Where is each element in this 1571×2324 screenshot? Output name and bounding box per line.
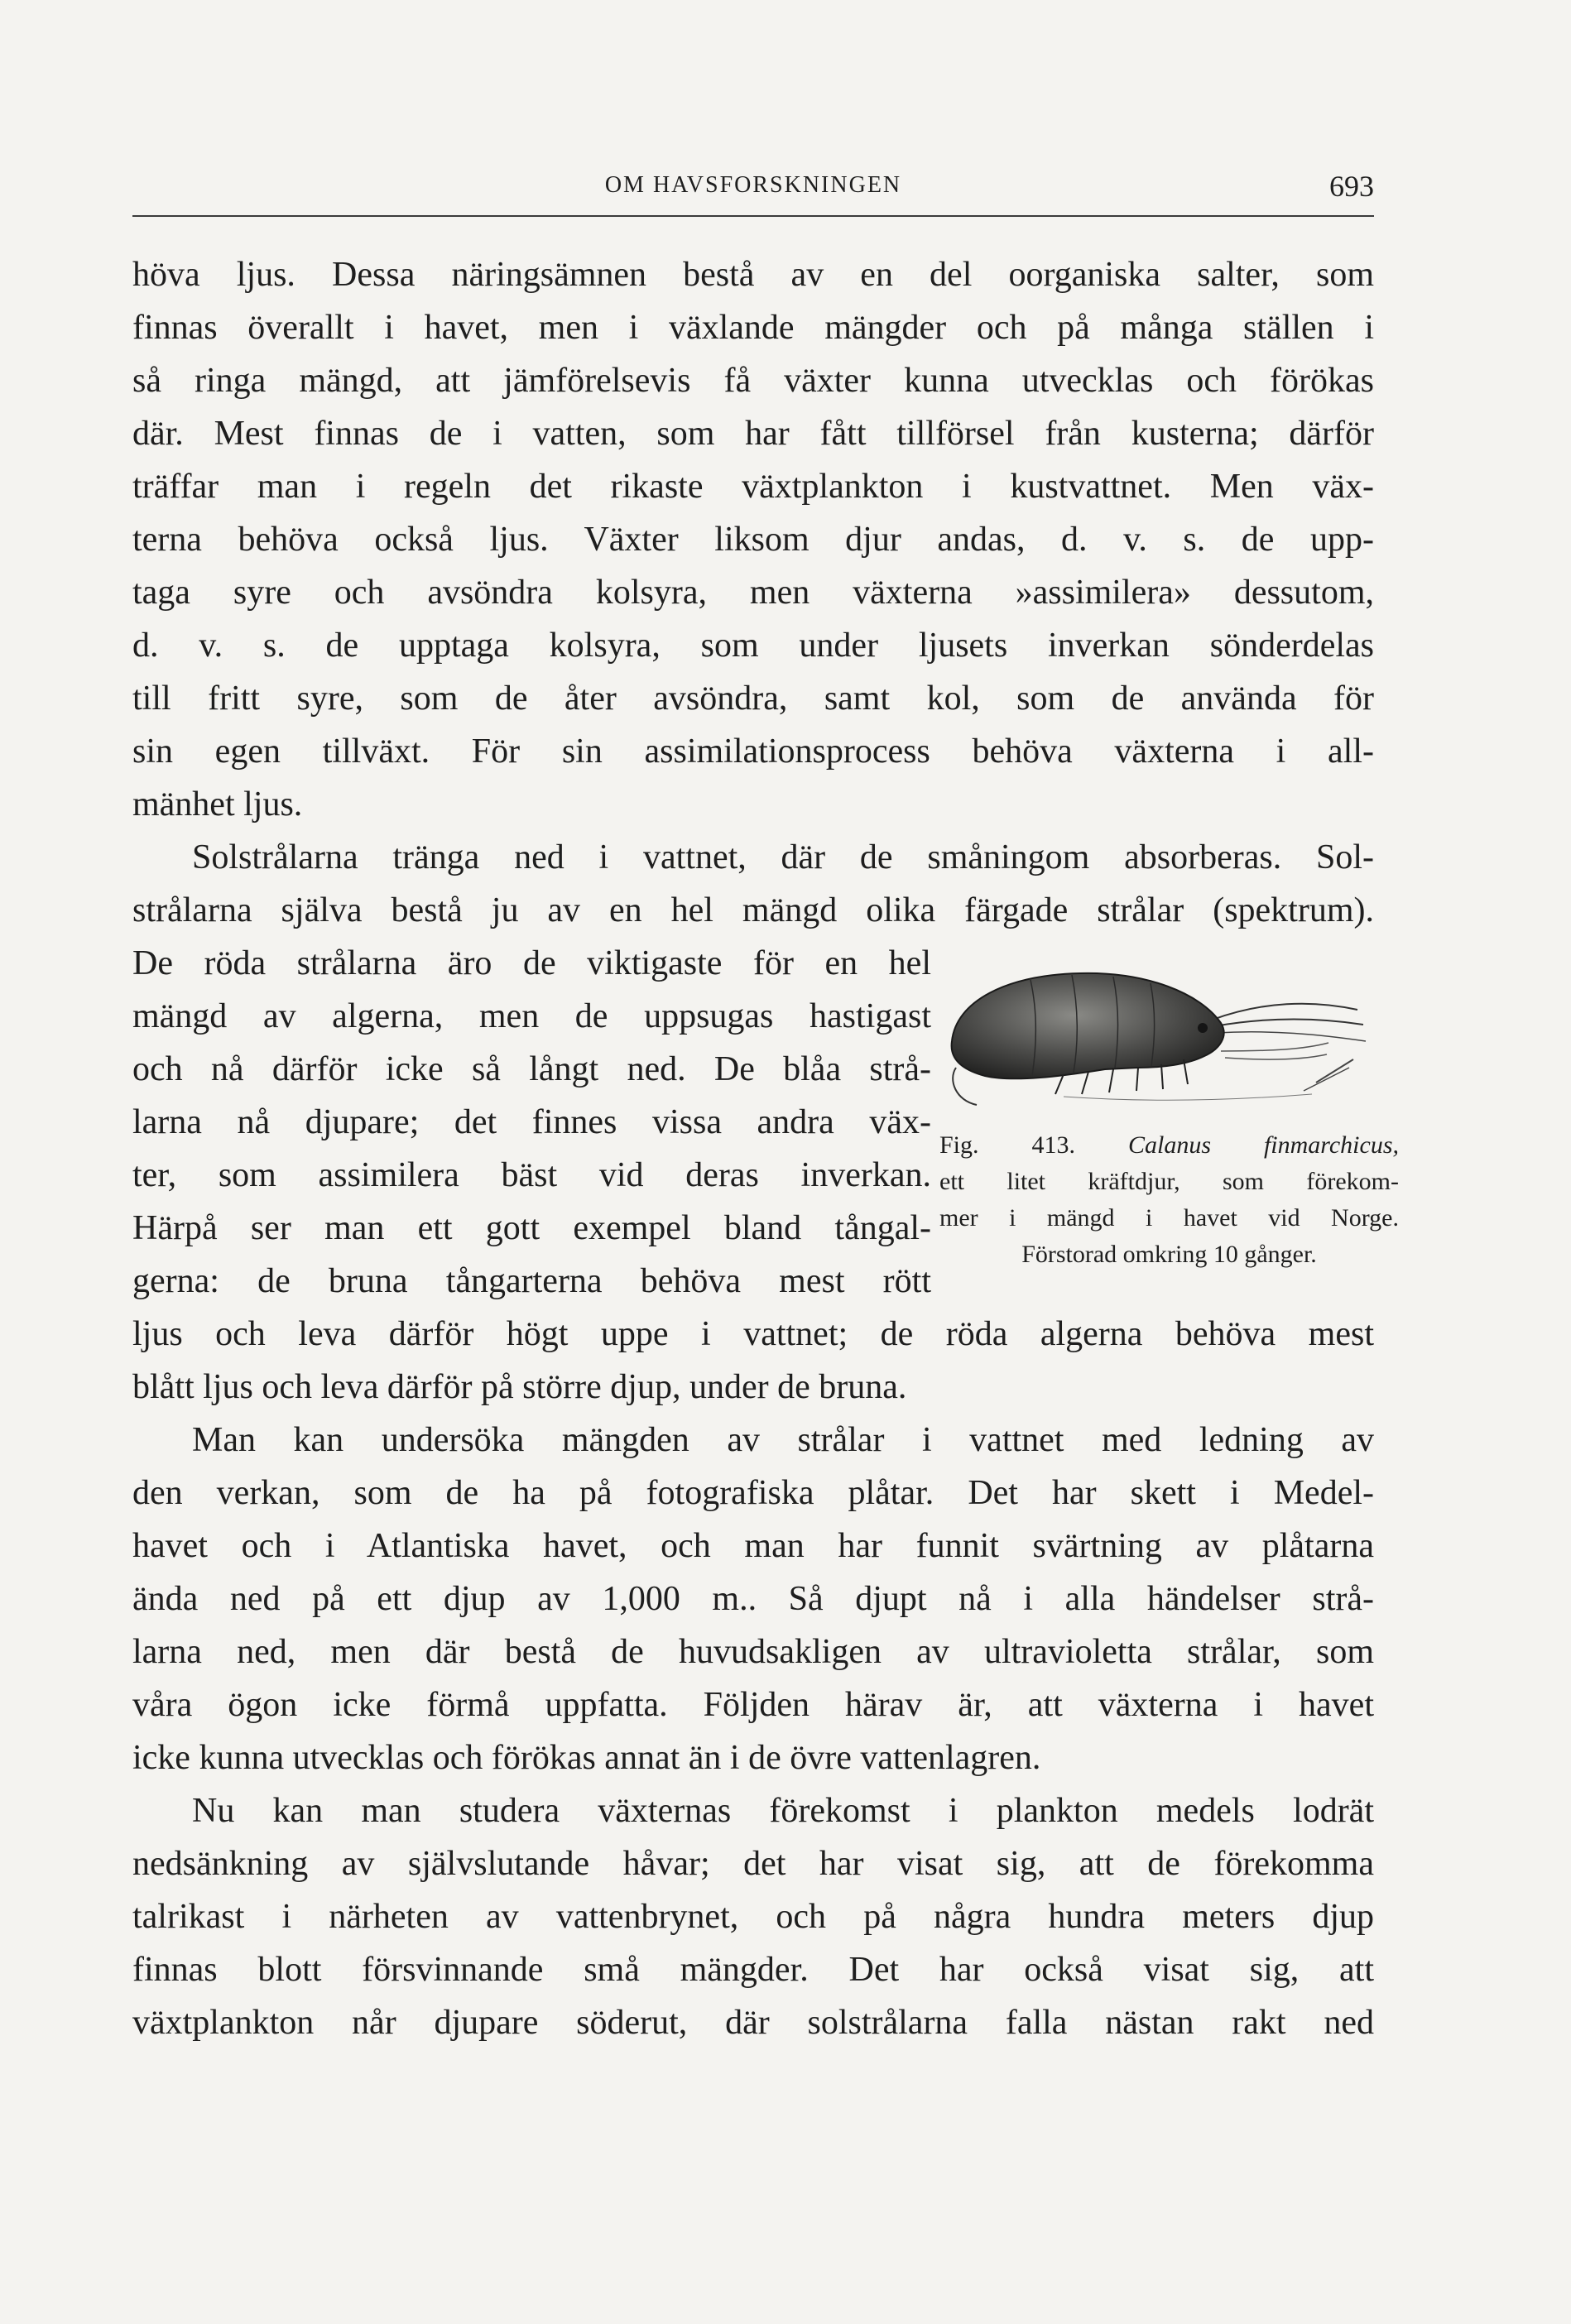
running-header <box>132 166 1374 207</box>
text-line: strålarna själva bestå ju av en hel mängd olika färgade strålar (spektrum). <box>132 891 1374 929</box>
text-line: nedsänkning av självslutande håvar; det har visat sig, att de förekomma <box>132 1845 1374 1883</box>
copepod-illustration-icon <box>939 944 1370 1117</box>
text-line: gerna: de bruna tångarterna behöva mest rött <box>132 1262 931 1300</box>
text-line: d. v. s. de upptaga kolsyra, som under ljusets inverkan sönderdelas <box>132 627 1374 665</box>
running-title: OM HAVSFORSKNINGEN <box>604 172 902 198</box>
text-line: höva ljus. Dessa näringsämnen bestå av en del oorganiska salter, som <box>132 256 1374 294</box>
text-line: ljus och leva därför högt uppe i vattnet; de röda algerna behöva mest <box>132 1315 1374 1353</box>
text-line: Härpå ser man ett gott exempel bland tångal- <box>132 1209 931 1247</box>
header-rule <box>132 215 1374 217</box>
text-line: våra ögon icke förmå uppfatta. Följden härav är, att växterna i havet <box>132 1686 1374 1724</box>
text-line: den verkan, som de ha på fotografiska plåtar. Det har skett i Medel- <box>132 1474 1374 1512</box>
text-line: träffar man i regeln det rikaste växtplankton i kustvattnet. Men väx- <box>132 468 1374 506</box>
text-line: och nå därför icke så långt ned. De blåa strå- <box>132 1050 931 1088</box>
text-line: talrikast i närheten av vattenbrynet, och på några hundra meters djup <box>132 1898 1374 1936</box>
text-line: finnas överallt i havet, men i växlande mängder och på många ställen i <box>132 309 1374 347</box>
figure-caption-line2: ett litet kräftdjur, som förekom- <box>939 1168 1399 1195</box>
text-line: så ringa mängd, att jämförelsevis få växter kunna utvecklas och förökas <box>132 362 1374 400</box>
text-line: mängd av algerna, men de uppsugas hastigast <box>132 997 931 1035</box>
figure-caption-line1 <box>939 1127 1399 1164</box>
figure-caption-line4: Förstorad omkring 10 gånger. <box>1021 1241 1317 1268</box>
text-line: Man kan undersöka mängden av strålar i vattnet med ledning av <box>192 1421 1374 1459</box>
text-line: havet och i Atlantiska havet, och man har funnit svärtning av plåtarna <box>132 1527 1374 1565</box>
text-line: mänhet ljus. <box>132 785 303 823</box>
figure-caption-line3: mer i mängd i havet vid Norge. <box>939 1204 1399 1232</box>
text-line: terna behöva också ljus. Växter liksom djur andas, d. v. s. de upp- <box>132 521 1374 559</box>
text-line: finnas blott försvinnande små mängder. Det har också visat sig, att <box>132 1951 1374 1989</box>
page-number: 693 <box>1329 170 1374 203</box>
text-line: icke kunna utvecklas och förökas annat än i de övre vattenlagren. <box>132 1739 1041 1777</box>
figure-label: Fig. 413. <box>939 1131 1075 1159</box>
text-line: Nu kan man studera växternas förekomst i plankton medels lodrät <box>192 1792 1374 1830</box>
text-line: larna ned, men där bestå de huvudsakligen av ultravioletta strålar, som <box>132 1633 1374 1671</box>
text-line: ter, som assimilera bäst vid deras inverkan. <box>132 1156 931 1194</box>
text-line: till fritt syre, som de åter avsöndra, samt kol, som de använda för <box>132 679 1374 718</box>
text-line: ända ned på ett djup av 1,000 m.. Så djupt nå i alla händelser strå- <box>132 1580 1374 1618</box>
text-line: taga syre och avsöndra kolsyra, men växterna »assimilera» dessutom, <box>132 574 1374 612</box>
text-line: växtplankton når djupare söderut, där solstrålarna falla nästan rakt ned <box>132 2004 1374 2042</box>
text-line: Solstrålarna tränga ned i vattnet, där de småningom absorberas. Sol- <box>192 838 1374 876</box>
text-line: där. Mest finnas de i vatten, som har fått tillförsel från kusterna; därför <box>132 415 1374 453</box>
text-line: blått ljus och leva därför på större djup, under de bruna. <box>132 1368 907 1406</box>
figure-species: Calanus finmarchicus, <box>1127 1131 1399 1159</box>
text-line: sin egen tillväxt. För sin assimilationsprocess behöva växterna i all- <box>132 732 1374 771</box>
text-line: De röda strålarna äro de viktigaste för en hel <box>132 944 931 982</box>
text-line: larna nå djupare; det finnes vissa andra väx- <box>132 1103 931 1141</box>
